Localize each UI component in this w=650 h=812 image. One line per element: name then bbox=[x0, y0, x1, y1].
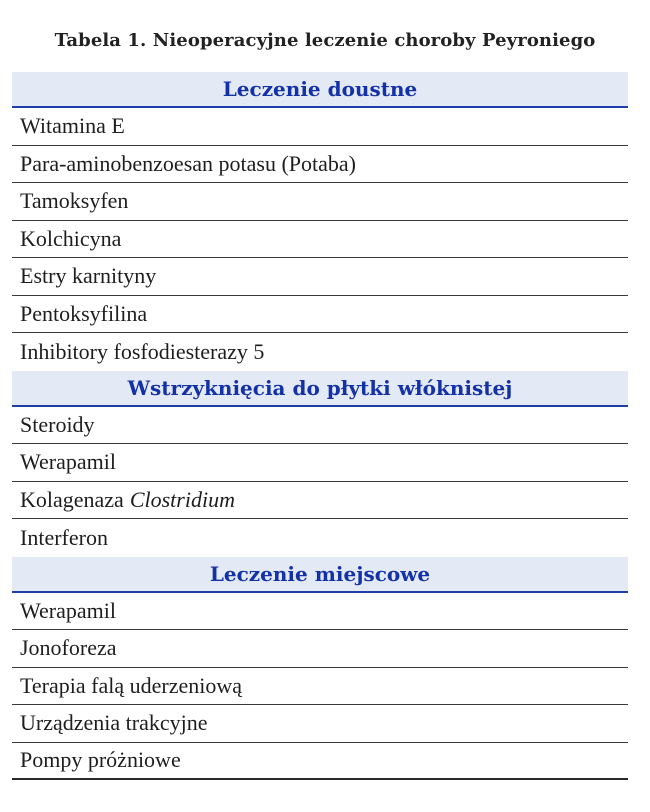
row-label: Urządzenia trakcyjne bbox=[20, 710, 208, 736]
row-label-italic: Clostridium bbox=[129, 486, 235, 512]
row-label: Pompy próżniowe bbox=[20, 747, 181, 773]
table-row bbox=[12, 146, 628, 184]
table-row bbox=[12, 258, 628, 296]
table-row bbox=[12, 519, 628, 557]
table-row bbox=[12, 444, 628, 482]
table-row bbox=[12, 743, 628, 781]
table-row bbox=[12, 482, 628, 520]
section-header-topical bbox=[12, 557, 628, 593]
row-label: Inhibitory fosfodiesterazy 5 bbox=[20, 338, 265, 364]
table-row bbox=[12, 593, 628, 631]
section-header-label: Leczenie miejscowe bbox=[209, 561, 431, 586]
table-row bbox=[12, 668, 628, 706]
section-header-injections bbox=[12, 371, 628, 407]
row-label: Interferon bbox=[20, 524, 108, 550]
row-label: Terapia falą uderzeniową bbox=[20, 672, 242, 698]
treatment-table bbox=[12, 72, 628, 780]
table-row bbox=[12, 333, 628, 371]
table-row bbox=[12, 705, 628, 743]
row-label: Estry karnityny bbox=[20, 263, 157, 289]
row-label: Jonoforeza bbox=[20, 635, 117, 661]
table-caption: Tabela 1. Nieoperacyjne leczenie choroby Peyroniego bbox=[54, 30, 596, 51]
section-header-oral bbox=[12, 72, 628, 108]
row-label: Steroidy bbox=[20, 411, 95, 437]
table-row bbox=[12, 296, 628, 334]
table-row bbox=[12, 407, 628, 445]
row-label: Para-aminobenzoesan potasu (Potaba) bbox=[20, 150, 356, 176]
section-header-label: Wstrzyknięcia do płytki włóknistej bbox=[127, 375, 513, 400]
row-label: Witamina E bbox=[20, 113, 125, 139]
row-label: Werapamil bbox=[20, 597, 116, 623]
section-header-label: Leczenie doustne bbox=[222, 77, 418, 101]
row-label: Pentoksyfilina bbox=[20, 300, 148, 326]
row-label: Werapamil bbox=[20, 449, 116, 475]
row-label: Kolchicyna bbox=[20, 225, 122, 251]
table-row bbox=[12, 221, 628, 259]
row-label: Tamoksyfen bbox=[20, 188, 129, 214]
table-row bbox=[12, 630, 628, 668]
row-label: Kolagenaza bbox=[20, 486, 124, 512]
table-row bbox=[12, 108, 628, 146]
table-row bbox=[12, 183, 628, 221]
